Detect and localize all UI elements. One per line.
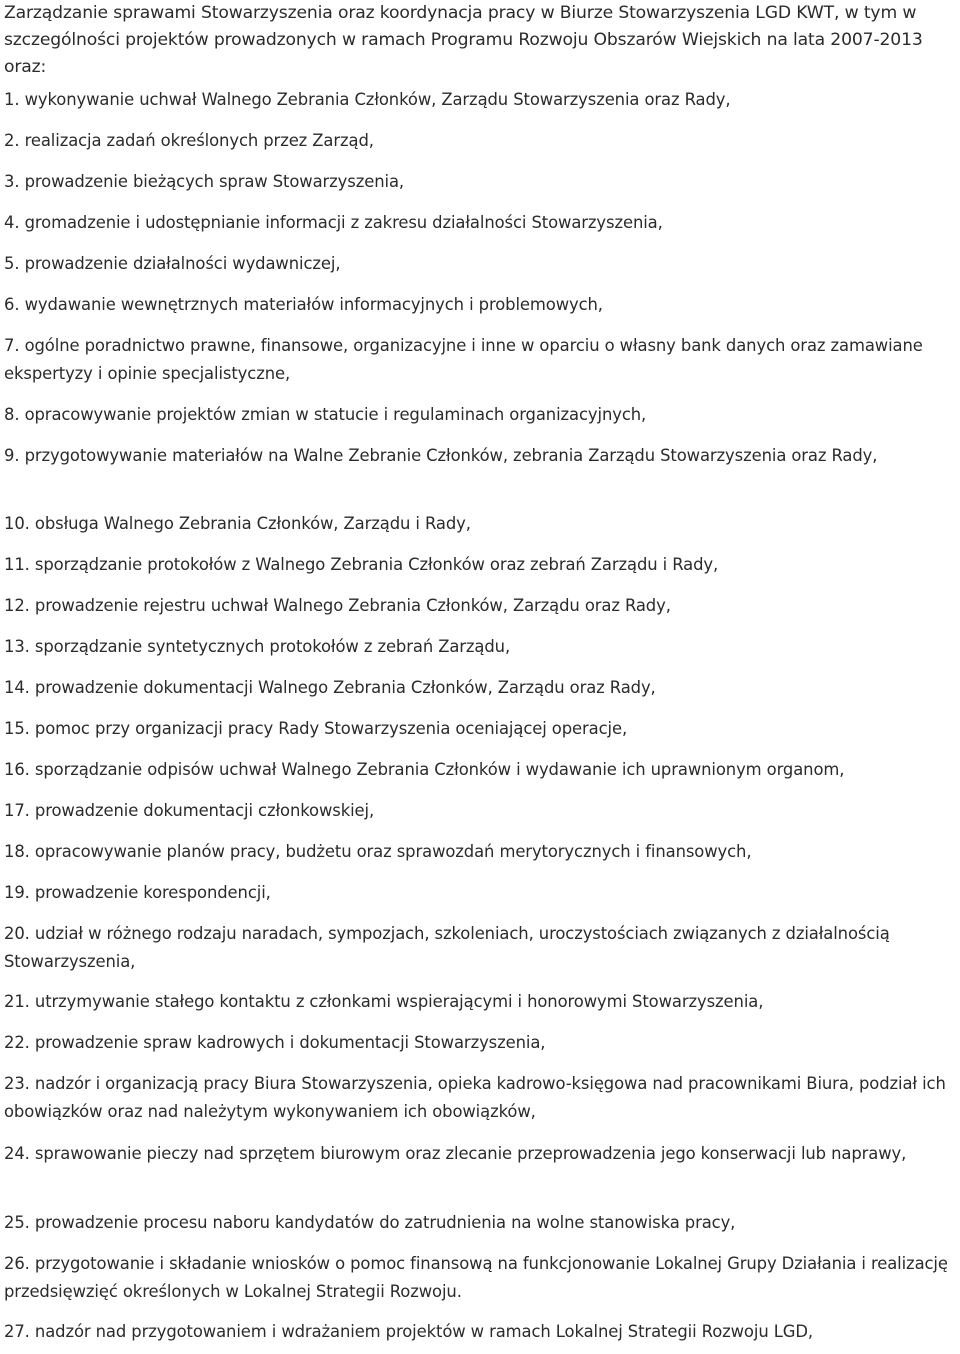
list-item [4,633,956,661]
list-item-number: 4. [4,213,20,232]
list-item [4,442,956,470]
list-item-text: obsługa Walnego Zebrania Członków, Zarządu i Rady, [34,514,471,533]
list-item-text: prowadzenie dokumentacji członkowskiej, [34,801,375,820]
list-item-text: sporządzanie syntetycznych protokołów z zebrań Zarządu, [34,637,511,656]
list-item-number: 11. [4,555,30,574]
list-item-number: 24. [4,1144,30,1163]
list-item-text: nadzór nad przygotowaniem i wdrażaniem projektów w ramach Lokalnej Strategii Rozwoju LGD, [34,1322,813,1341]
list-item-number: 20. [4,924,30,943]
list-item-number: 2. [4,131,20,150]
list-item-number: 12. [4,596,30,615]
list-item [4,86,956,114]
list-item [4,592,956,620]
list-item-number: 1. [4,90,20,109]
list-item [4,209,956,237]
list-item [4,1070,956,1125]
list-item [4,1318,956,1346]
list-item-number: 14. [4,678,30,697]
list-item-text: ogólne poradnictwo prawne, finansowe, organizacyjne i inne w oparciu o własny bank danych oraz zamawiane ekspertyzy i opinie specjalistyczne, [4,336,923,383]
list-item-number: 9. [4,446,20,465]
list-item-number: 10. [4,514,30,533]
list-item [4,250,956,278]
list-item [4,1209,956,1237]
list-item [4,838,956,866]
list-item-number: 23. [4,1074,30,1093]
list-item-number: 7. [4,336,20,355]
list-item-text: prowadzenie bieżących spraw Stowarzyszenia, [24,172,404,191]
list-item-number: 26. [4,1254,30,1273]
list-item-text: opracowywanie planów pracy, budżetu oraz sprawozdań merytorycznych i finansowych, [34,842,752,861]
list-item [4,879,956,907]
intro-paragraph: Zarządzanie sprawami Stowarzyszenia oraz koordynacja pracy w Biurze Stowarzyszenia LGD KWT, w tym w szczególności projektów prowadzonych w ramach Programu Rozwoju Obszarów Wiejskich na lata 2007-2013 oraz: [4,3,923,77]
list-item [4,674,956,702]
list-item-text: utrzymywanie stałego kontaktu z członkami wspierającymi i honorowymi Stowarzyszenia, [34,992,764,1011]
list-item [4,1140,956,1168]
list-item-number: 5. [4,254,20,273]
list-item [4,988,956,1016]
list-item [4,291,956,319]
list-item-text: opracowywanie projektów zmian w statucie i regulaminach organizacyjnych, [24,405,647,424]
list-item [4,1250,956,1305]
list-item-text: wykonywanie uchwał Walnego Zebrania Członków, Zarządu Stowarzyszenia oraz Rady, [24,90,731,109]
list-item-text: wydawanie wewnętrznych materiałów informacyjnych i problemowych, [24,295,603,314]
list-item [4,756,956,784]
list-item-number: 21. [4,992,30,1011]
list-item-number: 25. [4,1213,30,1232]
list-item-text: przygotowywanie materiałów na Walne Zebranie Członków, zebrania Zarządu Stowarzyszenia oraz Rady, [24,446,878,465]
list-item-text: udział w różnego rodzaju naradach, sympozjach, szkoleniach, uroczystościach związanych z działalnością Stowarzyszenia, [4,924,890,971]
list-item-number: 8. [4,405,20,424]
list-item-number: 15. [4,719,30,738]
list-item-text: nadzór i organizacją pracy Biura Stowarzyszenia, opieka kadrowo-księgowa nad pracownikami Biura, podział ich obowiązków oraz nad należytym wykonywaniem ich obowiązków, [4,1074,946,1121]
list-item [4,510,956,538]
list-item-text: gromadzenie i udostępnianie informacji z zakresu działalności Stowarzyszenia, [24,213,663,232]
list-item [4,920,956,975]
list-item-number: 6. [4,295,20,314]
list-item [4,797,956,825]
list-item [4,1029,956,1057]
list-item-text: prowadzenie dokumentacji Walnego Zebrania Członków, Zarządu oraz Rady, [34,678,656,697]
list-item-number: 16. [4,760,30,779]
list-item [4,551,956,579]
list-item-text: prowadzenie spraw kadrowych i dokumentacji Stowarzyszenia, [34,1033,546,1052]
document-page [4,0,956,1341]
list-item-number: 17. [4,801,30,820]
list-item-number: 27. [4,1322,30,1341]
list-item-number: 13. [4,637,30,656]
list-item-number: 18. [4,842,30,861]
list-item-text: prowadzenie korespondencji, [34,883,271,902]
list-item-number: 3. [4,172,20,191]
list-item [4,401,956,429]
list-item-text: sporządzanie protokołów z Walnego Zebrania Członków oraz zebrań Zarządu i Rady, [34,555,719,574]
list-item [4,168,956,196]
list-item-text: sporządzanie odpisów uchwał Walnego Zebrania Członków i wydawanie ich uprawnionym organom, [34,760,845,779]
list-item-number: 19. [4,883,30,902]
list-item-text: realizacja zadań określonych przez Zarząd, [24,131,374,150]
list-item-text: pomoc przy organizacji pracy Rady Stowarzyszenia oceniającej operacje, [34,719,628,738]
list-item [4,127,956,155]
list-item-number: 22. [4,1033,30,1052]
list-item-text: prowadzenie działalności wydawniczej, [24,254,341,273]
list-item-text: przygotowanie i składanie wniosków o pomoc finansową na funkcjonowanie Lokalnej Grupy Działania i realizację przedsięwzięć określonych w Lokalnej Strategii Rozwoju. [4,1254,948,1301]
list-item [4,332,956,387]
list-item-text: prowadzenie rejestru uchwał Walnego Zebrania Członków, Zarządu oraz Rady, [34,596,671,615]
list-item-text: prowadzenie procesu naboru kandydatów do zatrudnienia na wolne stanowiska pracy, [34,1213,736,1232]
list-item [4,715,956,743]
list-item-text: sprawowanie pieczy nad sprzętem biurowym oraz zlecanie przeprowadzenia jego konserwacji lub naprawy, [34,1144,907,1163]
